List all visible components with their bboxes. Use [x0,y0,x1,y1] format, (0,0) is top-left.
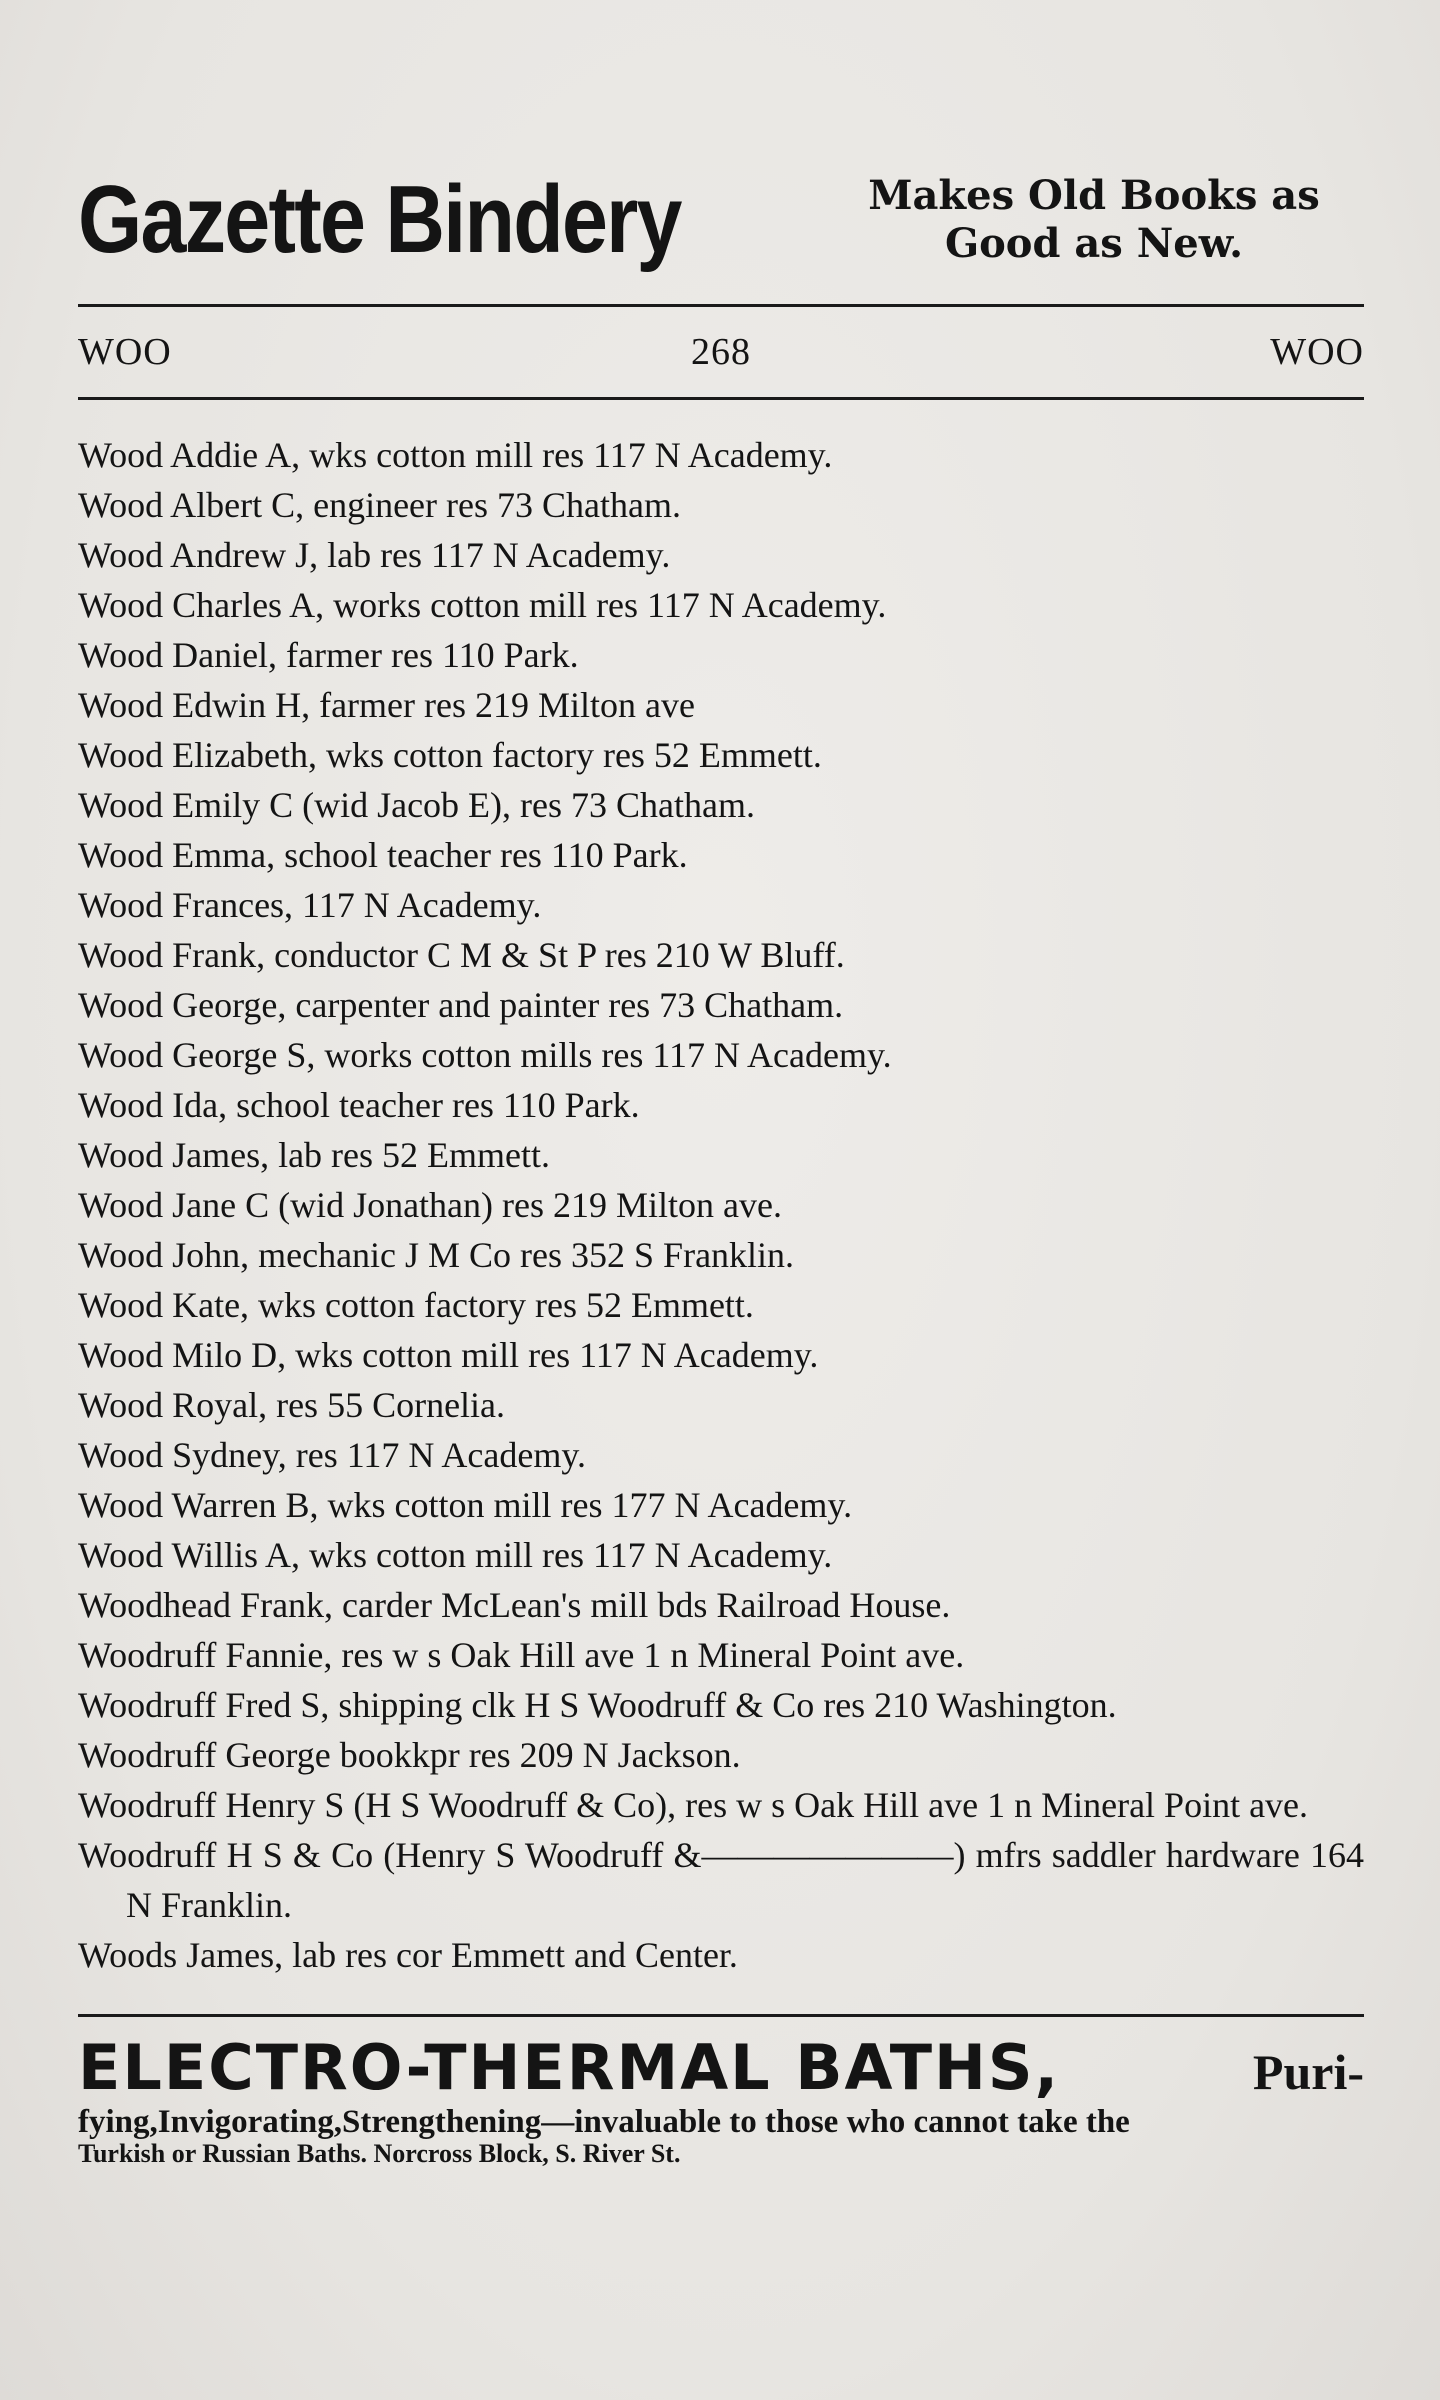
directory-entry: Wood Warren B, wks cotton mill res 177 N Academy. [78,1485,853,1525]
directory-entry: Wood Frank, conductor C M & St P res 210 W Bluff. [78,935,845,975]
directory-entry: Wood Royal, res 55 Cornelia. [78,1385,506,1425]
page-number: 268 [691,331,751,373]
directory-entry: Wood Frances, 117 N Academy. [78,885,542,925]
baths-advertisement [78,2014,1364,2168]
header-rule-bottom [78,397,1364,400]
directory-entry: Woodruff Fannie, res w s Oak Hill ave 1 n Mineral Point ave. [78,1635,965,1675]
directory-entry: Wood Edwin H, farmer res 219 Milton ave [78,685,695,725]
directory-entry: Woods James, lab res cor Emmett and Center. [78,1935,738,1975]
directory-entry: Wood Elizabeth, wks cotton factory res 52 Emmett. [78,735,822,775]
directory-entry: Wood Emma, school teacher res 110 Park. [78,835,688,875]
directory-entry: Woodruff Fred S, shipping clk H S Woodruff & Co res 210 Washington. [78,1685,1117,1725]
directory-entry: Wood Willis A, wks cotton mill res 117 N Academy. [78,1535,833,1575]
directory-entry: Wood Kate, wks cotton factory res 52 Emmett. [78,1285,754,1325]
directory-entry: Wood Sydney, res 117 N Academy. [78,1435,587,1475]
bindery-advertisement [78,150,1364,290]
directory-entry: Wood George S, works cotton mills res 117 N Academy. [78,1035,892,1075]
directory-entry: Wood Charles A, works cotton mill res 117 N Academy. [78,585,887,625]
running-head [78,307,1364,397]
footer-rule [78,2014,1364,2017]
directory-entry: Woodruff Henry S (H S Woodruff & Co), res w s Oak Hill ave 1 n Mineral Point ave. [78,1785,1309,1825]
directory-entry: Woodhead Frank, carder McLean's mill bds Railroad House. [78,1585,951,1625]
baths-address: Turkish or Russian Baths. Norcross Block, S. River St. [78,2139,681,2168]
directory-entry: Wood Jane C (wid Jonathan) res 219 Milton ave. [78,1185,782,1225]
directory-entry: Woodruff George bookkpr res 209 N Jackson. [78,1735,741,1775]
directory-entry: Wood Emily C (wid Jacob E), res 73 Chatham. [78,785,755,825]
baths-title: ELECTRO-THERMAL BATHS, [78,2031,1061,2104]
directory-entry: Woodruff H S & Co (Henry S Woodruff &———————) mfrs saddler hardware 164 N Franklin. [78,1835,1373,1925]
baths-description: fying,Invigorating,Strengthening—invaluable to those who cannot take the [78,2104,1130,2140]
baths-headline [78,2031,1364,2104]
directory-entry: Wood Andrew J, lab res 117 N Academy. [78,535,671,575]
running-head-left: WOO [78,331,172,373]
bindery-slogan [824,172,1364,268]
directory-entry: Wood Daniel, farmer res 110 Park. [78,635,579,675]
directory-entry: Wood John, mechanic J M Co res 352 S Franklin. [78,1235,795,1275]
directory-entry: Wood Milo D, wks cotton mill res 117 N Academy. [78,1335,819,1375]
directory-entry: Wood Addie A, wks cotton mill res 117 N Academy. [78,435,833,475]
bindery-slogan-line1: Makes Old Books as [868,172,1320,219]
page-content [78,150,1373,2168]
bindery-slogan-line2: Good as New. [944,220,1244,267]
directory-entry: Wood George, carpenter and painter res 73 Chatham. [78,985,844,1025]
running-head-right: WOO [1270,331,1364,373]
baths-title-tail: Puri- [1252,2044,1364,2100]
directory-entries [78,430,1373,1980]
directory-entry: Wood Albert C, engineer res 73 Chatham. [78,485,681,525]
directory-entry: Wood James, lab res 52 Emmett. [78,1135,551,1175]
bindery-name: Gazette Bindery [78,166,681,273]
directory-entry: Wood Ida, school teacher res 110 Park. [78,1085,640,1125]
